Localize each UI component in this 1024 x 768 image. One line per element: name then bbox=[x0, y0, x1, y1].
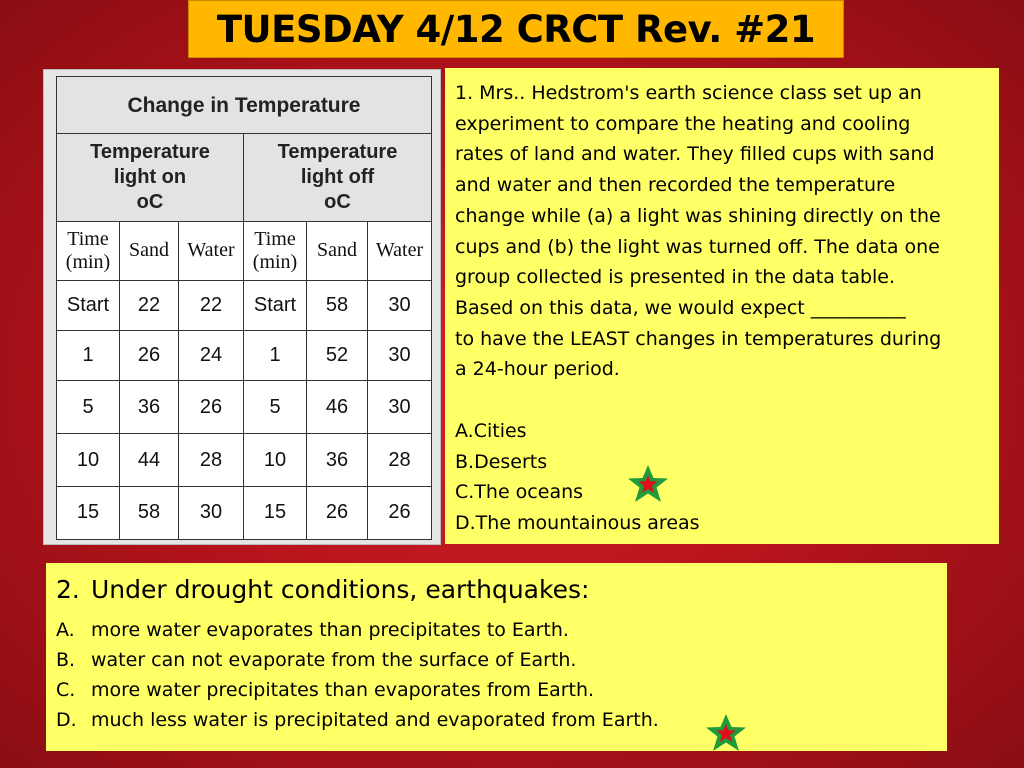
table-cell: 5 bbox=[244, 381, 307, 434]
table-cell: Start bbox=[57, 280, 120, 330]
col-header-time-on-line-1: Time bbox=[67, 227, 109, 250]
table-cell: 26 bbox=[307, 486, 368, 539]
question-1-line: a 24-hour period. bbox=[455, 358, 620, 381]
group-header-light-on bbox=[57, 134, 244, 221]
col-header-water-on bbox=[179, 221, 244, 280]
question-2-option-b bbox=[56, 645, 937, 675]
table-cell: 58 bbox=[307, 280, 368, 330]
table-cell: 30 bbox=[368, 381, 432, 434]
question-2-panel bbox=[46, 563, 947, 751]
question-1-line: Based on this data, we would expect __________ bbox=[455, 296, 906, 319]
group-off-line-2: light off bbox=[300, 165, 375, 188]
table-cell: 30 bbox=[368, 280, 432, 330]
option-letter: A. bbox=[56, 619, 75, 641]
table-cell: 36 bbox=[120, 381, 179, 434]
col-header-sand-off bbox=[307, 221, 368, 280]
question-2-option-c bbox=[56, 675, 937, 705]
table-cell: 52 bbox=[307, 331, 368, 381]
option-text: water can not evaporate from the surface of Earth. bbox=[91, 649, 577, 671]
table-cell: Start bbox=[244, 280, 307, 330]
col-header-sand-on bbox=[120, 221, 179, 280]
table-cell: 58 bbox=[120, 486, 179, 539]
question-2-text: Under drought conditions, earthquakes: bbox=[91, 575, 590, 604]
question-1-line: to have the LEAST changes in temperatures during bbox=[455, 327, 942, 350]
group-on-line-2: light on bbox=[113, 165, 187, 188]
table-cell: 46 bbox=[307, 381, 368, 434]
table-cell: 22 bbox=[120, 280, 179, 330]
table-cell: 28 bbox=[179, 434, 244, 486]
option-text: more water evaporates than precipitates to Earth. bbox=[91, 619, 569, 641]
question-2-title bbox=[56, 575, 937, 605]
group-on-line-1: Temperature bbox=[90, 140, 210, 163]
group-off-line-1: Temperature bbox=[277, 140, 398, 163]
table-cell: 22 bbox=[179, 280, 244, 330]
table-cell: 15 bbox=[244, 486, 307, 539]
table-cell: 44 bbox=[120, 434, 179, 486]
table-row bbox=[57, 381, 432, 434]
table-cell: 1 bbox=[57, 331, 120, 381]
col-header-water-off bbox=[368, 221, 432, 280]
table-cell: 10 bbox=[244, 434, 307, 486]
slide-title-text: TUESDAY 4/12 CRCT Rev. #21 bbox=[216, 7, 816, 51]
option-letter: B. bbox=[56, 649, 76, 671]
question-1-option-c: C.The oceans bbox=[455, 481, 584, 504]
table-cell: 1 bbox=[244, 331, 307, 381]
temperature-table-panel bbox=[43, 69, 441, 545]
question-1-option-a: A.Cities bbox=[455, 420, 527, 443]
col-header-time-on-line-2: (min) bbox=[65, 250, 111, 273]
question-1-line: change while (a) a light was shining directly on the bbox=[455, 204, 941, 227]
question-1-line: rates of land and water. They filled cups with sand bbox=[455, 143, 935, 166]
col-header-water-off-label: Water bbox=[375, 239, 424, 262]
question-1-panel bbox=[445, 68, 999, 544]
option-text: more water precipitates than evaporates from Earth. bbox=[91, 679, 595, 701]
group-on-line-3: oC bbox=[136, 190, 164, 213]
col-header-sand-off-label: Sand bbox=[317, 239, 357, 262]
option-letter: C. bbox=[56, 679, 76, 701]
table-cell: 30 bbox=[179, 486, 244, 539]
col-header-water-on-label: Water bbox=[187, 239, 235, 262]
star-icon bbox=[626, 464, 670, 504]
question-1-line: experiment to compare the heating and cooling bbox=[455, 112, 911, 135]
slide-title bbox=[188, 0, 844, 58]
table-cell: 30 bbox=[368, 331, 432, 381]
option-letter: D. bbox=[56, 709, 77, 731]
question-2-option-a bbox=[56, 615, 937, 645]
table-row bbox=[57, 486, 432, 539]
table-cell: 26 bbox=[179, 381, 244, 434]
table-cell: 36 bbox=[307, 434, 368, 486]
question-2-option-d bbox=[56, 705, 937, 735]
table-cell: 28 bbox=[368, 434, 432, 486]
spacer bbox=[455, 385, 987, 416]
table-cell: 10 bbox=[57, 434, 120, 486]
option-text: much less water is precipitated and evaporated from Earth. bbox=[91, 709, 659, 731]
star-icon bbox=[704, 713, 748, 753]
col-header-time-off-line-2: (min) bbox=[252, 250, 298, 273]
table-cell: 26 bbox=[368, 486, 432, 539]
table-row bbox=[57, 331, 432, 381]
question-1-option-d: D.The mountainous areas bbox=[455, 512, 700, 535]
question-1-line: 1. Mrs.. Hedstrom's earth science class set up an bbox=[455, 82, 922, 104]
question-1-option-b: B.Deserts bbox=[455, 450, 548, 473]
table-caption: Change in Temperature bbox=[57, 77, 432, 134]
question-1-line: cups and (b) the light was turned off. The data one bbox=[455, 235, 940, 258]
temperature-table bbox=[56, 76, 432, 540]
col-header-time-off-line-1: Time bbox=[254, 227, 296, 250]
table-cell: 26 bbox=[120, 331, 179, 381]
group-off-line-3: oC bbox=[324, 190, 351, 213]
table-cell: 15 bbox=[57, 486, 120, 539]
table-cell: 24 bbox=[179, 331, 244, 381]
question-2-number: 2. bbox=[56, 575, 80, 604]
question-1-line: and water and then recorded the temperature bbox=[455, 174, 896, 197]
table-cell: 5 bbox=[57, 381, 120, 434]
col-header-time-off bbox=[244, 221, 307, 280]
group-header-light-off bbox=[244, 134, 432, 221]
table-row bbox=[57, 434, 432, 486]
col-header-time-on bbox=[57, 221, 120, 280]
col-header-sand-on-label: Sand bbox=[129, 239, 169, 262]
question-1-line: group collected is presented in the data table. bbox=[455, 266, 896, 289]
table-row bbox=[57, 280, 432, 330]
